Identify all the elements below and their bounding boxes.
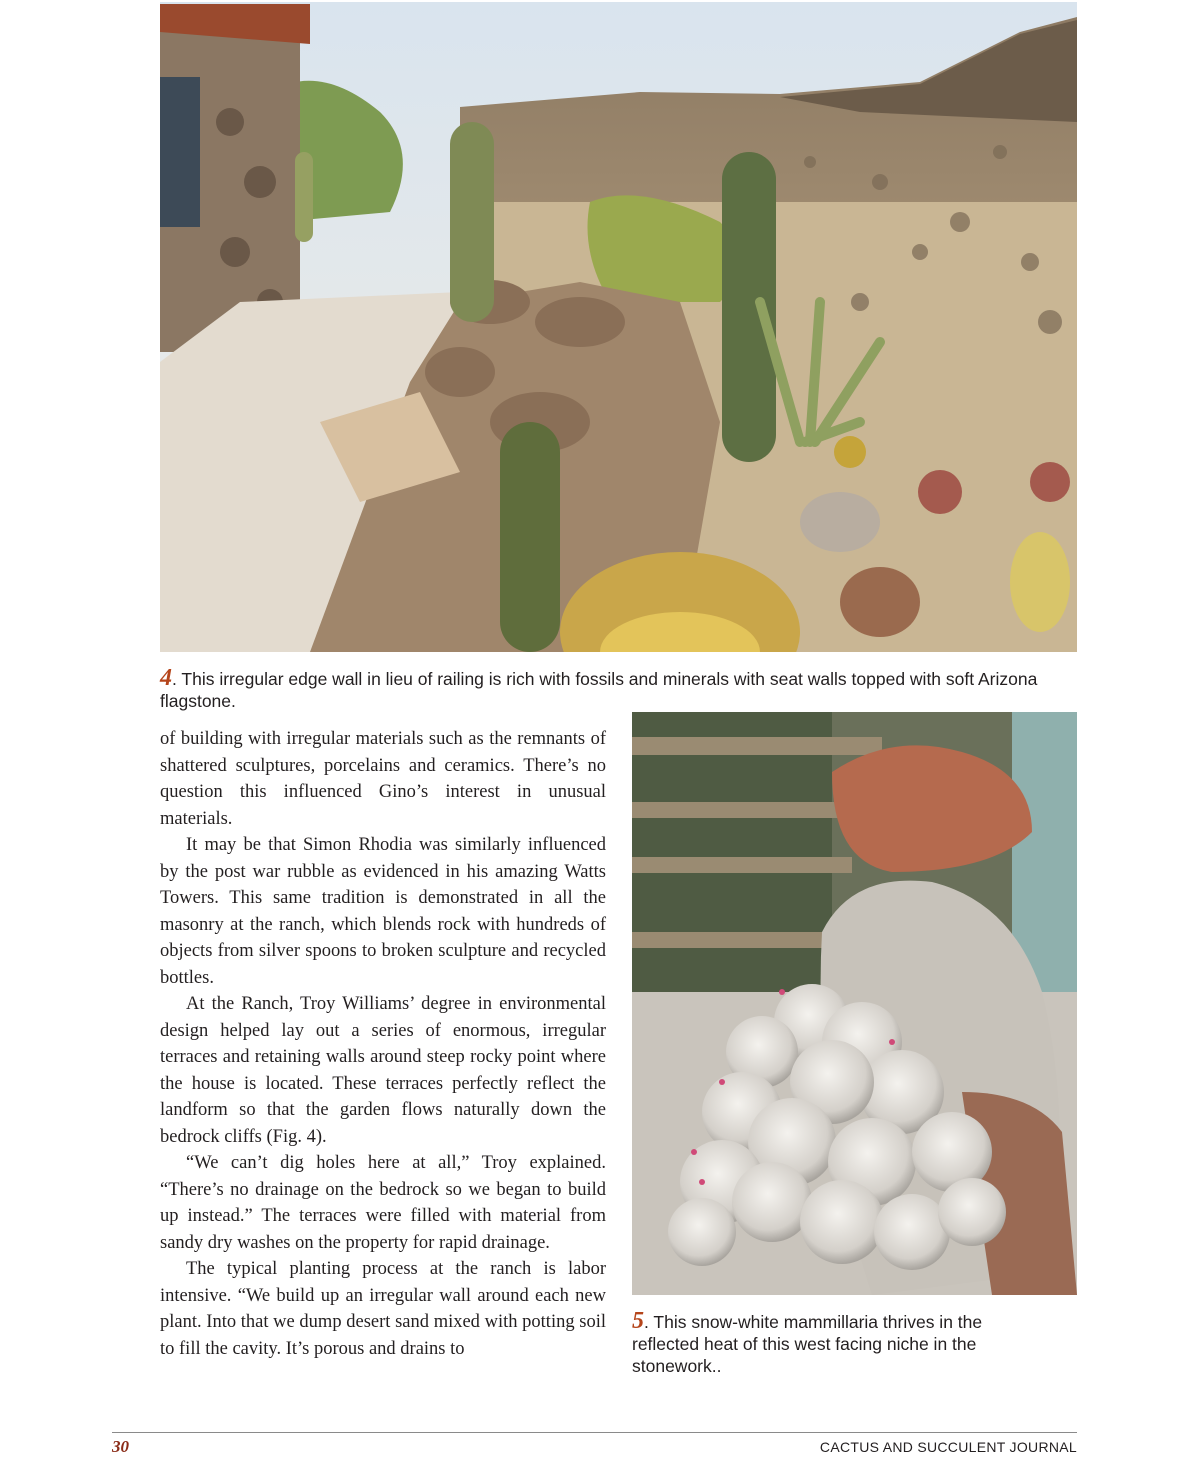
body-paragraph: It may be that Simon Rhodia was similarly influenced by the post war rubble as evidenced in his amazing Watts Towers. This same tradition is demonstrated in all the masonry at the ranch, which blends rock with hundreds of objects from silver spoons to broken sculpture and recycled bottles. — [160, 835, 606, 988]
body-paragraph: of building with irregular materials such as the remnants of shattered sculptures, porcelains and ceramics. There’s no question this influenced Gino’s interest in unusual materials. — [160, 729, 606, 829]
body-paragraph: “We can’t dig holes here at all,” Troy explained. “There’s no drainage on the bedrock so we began to build up instead.” The terraces were filled with material from sandy dry washes on the property for rapid drainage. — [160, 1153, 606, 1253]
footer-rule — [112, 1432, 1077, 1433]
journal-name: CACTUS AND SUCCULENT JOURNAL — [819, 1439, 1077, 1455]
body-paragraph: The typical planting process at the ranch is labor intensive. “We build up an irregular wall around each new plant. Into that we dump desert sand mixed with potting soil to fill the cavity. It’s porous and drains to — [160, 1259, 606, 1359]
figure-4-photo — [160, 2, 1077, 652]
figure-5-caption — [632, 1310, 1052, 1377]
figure-5-number: 5 — [632, 1308, 644, 1334]
figure-4-caption — [160, 667, 1077, 712]
figure-5-caption-text: . This snow-white mammillaria thrives in the reflected heat of this west facing niche in the stonework.. — [632, 1312, 983, 1376]
body-text-column — [160, 726, 606, 1362]
figure-4-caption-text: . This irregular edge wall in lieu of railing is rich with fossils and minerals with seat walls topped with soft Arizona flagstone. — [160, 669, 1038, 711]
figure-4-number: 4 — [160, 665, 172, 691]
body-paragraph: At the Ranch, Troy Williams’ degree in environmental design helped lay out a series of enormous, irregular terraces and retaining walls around steep rocky point where the house is located. These terraces perfectly reflect the landform so that the garden flows naturally down the bedrock cliffs (Fig. 4). — [160, 994, 606, 1147]
figure-5-photo — [632, 712, 1077, 1295]
page-number: 30 — [112, 1437, 129, 1456]
